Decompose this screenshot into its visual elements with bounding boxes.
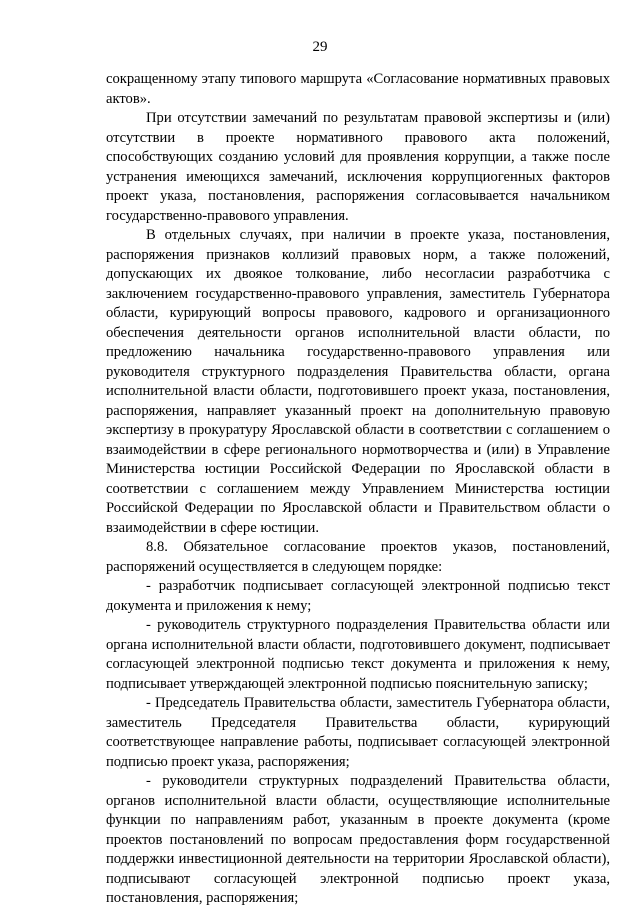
page-number: 29	[312, 39, 328, 55]
list-item-heads-of-divisions: - руководители структурных подразделений Правительства области, органов исполнительной власти области, осуществляющие исполнительные функции по направлениям работ, указанным в проекте документа (кроме проектов постановлений по вопросам предоставления форм государственной поддержки инвестиционной деятельности на территории Ярославской области), подписывают согласующей электронной подписью проект указа, постановления, распоряжения;	[106, 773, 610, 906]
document-body	[106, 70, 610, 909]
paragraph-clause-8-8: 8.8. Обязательное согласование проектов указов, постановлений, распоряжений осуществляется в следующем порядке:	[106, 539, 610, 575]
paragraph-continuation: сокращенному этапу типового маршрута «Согласование нормативных правовых актов».	[106, 71, 610, 107]
paragraph-special-cases: В отдельных случаях, при наличии в проекте указа, постановления, распоряжения признаков коллизий правовых норм, а также положений, допускающих их двоякое толкование, либо несогласии разработчика с заключением государственно-правового управления, заместитель Губернатора области, курирующий вопросы правового, кадрового и организационного обеспечения деятельности органов исполнительной власти области, по предложению начальника государственно-правового управления или руководителя структурного подразделения Правительства области, органа исполнительной власти области, подготовившего проект указа, постановления, распоряжения, направляет указанный проект на дополнительную правовую экспертизу в прокуратуру Ярославской области в соответствии с соглашением о взаимодействии в сфере регионального нормотворчества и (или) в Управление Министерства юстиции Российской Федерации по Ярославской области в соответствии с соглашением между Управлением Министерства юстиции Российской Федерации по Ярославской области и Правительством области о взаимодействии в сфере юстиции.	[106, 227, 610, 536]
list-item-developer: - разработчик подписывает согласующей электронной подписью текст документа и приложения к нему;	[106, 578, 610, 614]
paragraph-no-remarks: При отсутствии замечаний по результатам правовой экспертизы и (или) отсутствии в проекте нормативного правового акта положений, способствующих созданию условий для проявления коррупции, а также после устранения имеющихся замечаний, исключения коррупциогенных факторов проект указа, постановления, распоряжения согласовывается начальником государственно-правового управления.	[106, 110, 610, 224]
list-item-department-head: - руководитель структурного подразделения Правительства области или органа исполнительной власти области, подготовившего документ, подписывает согласующей электронной подписью текст документа и приложения к нему, подписывает утверждающей электронной подписью пояснительную записку;	[106, 617, 610, 692]
list-item-chairman: - Председатель Правительства области, заместитель Губернатора области, заместитель Председателя Правительства области, курирующий соответствующее направление работы, подписывает согласующей электронной подписью проект указа, распоряжения;	[106, 695, 610, 770]
